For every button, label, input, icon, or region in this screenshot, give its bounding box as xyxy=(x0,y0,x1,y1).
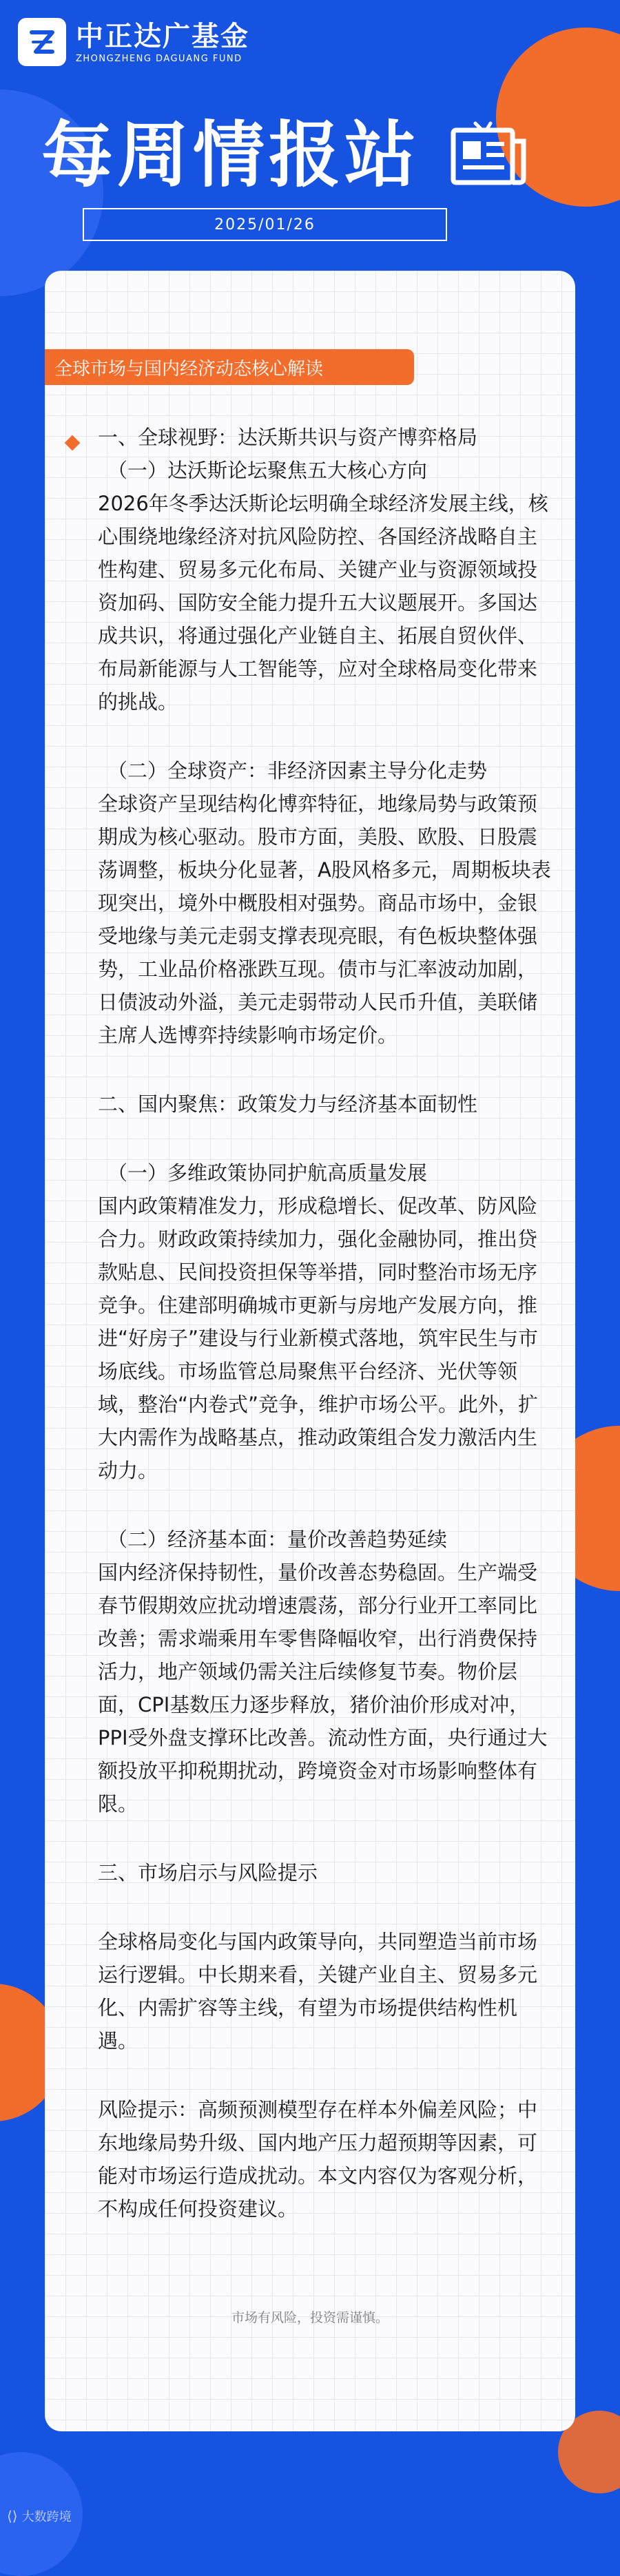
footnote: 市场有风险，投资需谨慎。 xyxy=(231,2310,389,2325)
paragraph: 国内政策精准发力，形成稳增长、促改革、防风险合力。财政政策持续加力，强化金融协同，推出贷款贴息、民间投资担保等举措，同时整治市场无序竞争。住建部明确城市更新与房地产发展方向，推进“好房子”建设与行业新模式落地，筑牢民生与市场底线。市场监管总局聚焦平台经济、光伏等领域，整治“内卷式”竞争，维护市场公平。此外，扩大内需作为战略基点，推动政策组合发力激活内生动力。 xyxy=(98,1194,539,1482)
paragraph: 2026年冬季达沃斯论坛明确全球经济发展主线，核心围绕地缘经济对抗风险防控、各国经济战略自主性构建、贸易多元化布局、关键产业与资源领域投资加码、国防安全能力提升五大议题展开。多国达成共识，将通过强化产业链自主、拓展自贸伙伴、布局新能源与人工智能等，应对全球格局变化带来的挑战。 xyxy=(98,492,548,714)
paragraph: 全球资产呈现结构化博弈特征，地缘局势与政策预期成为核心驱动。股市方面，美股、欧股、日股震荡调整，板块分化显著，A股风格多元，周期板块表现突出，境外中概股相对强势。商品市场中，金银受地缘与美元走弱支撑表现亮眼，有色板块整体强势，工业品价格涨跌互现。债市与汇率波动加剧，日债波动外溢，美元走弱带动人民币升值，美联储主席人选博弈持续影响市场定价。 xyxy=(98,792,551,1047)
brand-name-cn: 中正达广基金 xyxy=(76,20,249,52)
paragraph: 全球格局变化与国内政策导向，共同塑造当前市场运行逻辑。中长期来看，关键产业自主、贸易多元化、内需扩容等主线，有望为市场提供结构性机遇。 xyxy=(98,1930,538,2053)
section-heading: 一、全球视野：达沃斯共识与资产博弈格局 xyxy=(98,426,478,449)
brand-name-en: ZHONGZHENG DAGUANG FUND xyxy=(76,53,242,64)
risk-warning: 风险提示：高频预测模型存在样本外偏差风险；中东地缘局势升级、国内地产压力超预期等因素，可能对市场运行造成扰动。本文内容仅为客观分析，不构成任何投资建议。 xyxy=(98,2098,538,2221)
paragraph: 国内经济保持韧性，量价改善态势稳固。生产端受春节假期效应扰动增速震荡，部分行业开工率同比改善；需求端乘用车零售降幅收窄，出行消费保持活力，地产领域仍需关注后续修复节奏。物价层面，CPI基数压力逐步释放，猪价油价形成对冲，PPI受外盘支撑环比改善。流动性方面，央行通过大额投放平抑税期扰动，跨境资金对市场影响整体有限。 xyxy=(98,1561,548,1816)
section-heading: 三、市场启示与风险提示 xyxy=(98,1861,318,1884)
subsection-heading: （一）达沃斯论坛聚焦五大核心方向 xyxy=(107,459,428,482)
newspaper-icon xyxy=(448,121,530,192)
article-body xyxy=(98,421,556,2225)
subsection-heading: （二）经济基本面：量价改善趋势延续 xyxy=(107,1528,448,1551)
section-heading: 二、国内聚焦：政策发力与经济基本面韧性 xyxy=(98,1092,478,1116)
subsection-heading: （二）全球资产：非经济因素主导分化走势 xyxy=(107,759,488,782)
content-card xyxy=(45,271,575,2431)
page-title: 每周情报站 xyxy=(41,113,421,197)
subsection-heading: （一）多维政策协同护航高质量发展 xyxy=(107,1161,428,1185)
watermark-text: 大数跨境 xyxy=(21,2510,72,2524)
bullet-diamond-icon xyxy=(65,435,81,451)
logo-icon xyxy=(18,18,66,66)
brand-logo xyxy=(18,18,249,66)
section-banner: 全球市场与国内经济动态核心解读 xyxy=(45,349,414,385)
date-label: 2025/01/26 xyxy=(83,208,447,241)
watermark-logo-icon: ⟨⟩ xyxy=(7,2508,18,2524)
watermark xyxy=(7,2507,72,2525)
